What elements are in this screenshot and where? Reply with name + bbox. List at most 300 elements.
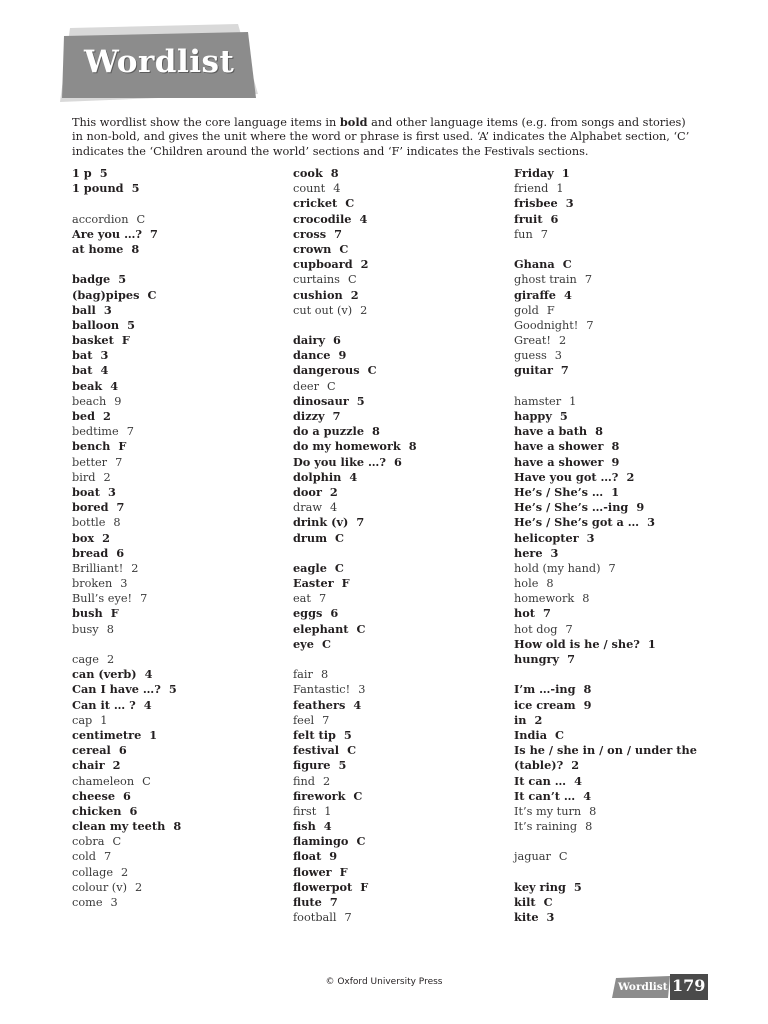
wordlist-entry [293,895,508,910]
entry-word: guitar [514,363,553,378]
intro-bold-word: bold [339,115,368,129]
entry-word: festival [293,743,340,758]
entry-word: drink (v) [293,515,349,530]
entry-word: bird [72,470,96,484]
entry-word: at home [72,241,124,256]
entry-unit: 1 [149,727,158,742]
wordlist-entry [514,743,729,773]
entry-word: have a bath [514,424,588,439]
wordlist-entry [514,698,729,713]
wordlist-entry [72,652,287,667]
entry-gap [514,834,729,849]
entry-unit: 3 [554,349,562,363]
wordlist-entry [514,576,729,591]
wordlist-entry [514,348,729,363]
entry-unit: C [339,241,349,256]
entry-word: cold [72,850,96,864]
entry-word: firework [293,788,346,803]
entry-unit: 2 [135,880,143,894]
entry-unit: 1 [100,713,108,727]
entry-unit: F [546,303,555,317]
entry-word: bed [72,409,95,423]
wordlist-entry [72,849,287,864]
wordlist-entry [514,500,729,515]
entry-word: key ring [514,879,566,894]
entry-unit: 3 [103,302,112,317]
wordlist-entry [72,394,287,409]
entry-unit: 6 [118,743,127,758]
entry-word: dinosaur [293,393,349,408]
wordlist-entry [293,667,508,682]
entry-word: It can’t … [514,788,576,803]
entry-unit: F [118,439,127,454]
entry-word: homework [514,592,575,606]
entry-unit: C [558,850,568,864]
entry-word: ice cream [514,697,576,712]
entry-word: friend [514,182,549,196]
entry-unit: 1 [556,182,564,196]
entry-unit: 7 [356,515,365,530]
entry-unit: 2 [121,865,129,879]
wordlist-entry [514,333,729,348]
entry-unit: 2 [571,758,580,773]
entry-word: first [293,804,317,818]
entry-unit: C [356,621,366,636]
entry-unit: 7 [608,561,616,575]
entry-unit: 2 [558,334,567,348]
entry-word: flower [293,864,332,879]
entry-word: feathers [293,697,346,712]
entry-unit: C [543,895,553,910]
entry-word: dance [293,348,331,363]
wordlist-entry [514,622,729,637]
entry-word: elephant [293,621,349,636]
entry-word: guess [514,349,547,363]
entry-unit: C [136,212,146,226]
wordlist-entry [514,652,729,667]
entry-unit: 1 [569,394,577,408]
entry-word: 1 p [72,166,92,180]
entry-unit: C [562,257,572,272]
entry-word: Brilliant! [72,561,124,575]
entry-unit: 7 [322,713,330,727]
wordlist-entry [293,348,508,363]
entry-word: here [514,545,543,560]
entry-unit: 1 [647,636,656,651]
entry-word: colour (v) [72,880,128,894]
entry-unit: 6 [550,211,559,226]
wordlist-entry [72,348,287,363]
wordlist-entry [293,819,508,834]
entry-unit: 7 [140,592,148,606]
wordlist-entry [293,470,508,485]
entry-unit: 2 [626,469,635,484]
wordlist-entry [72,212,287,227]
entry-word: hole [514,577,539,591]
wordlist-entry [514,227,729,242]
entry-word: Can it … ? [72,697,136,712]
entry-unit: 2 [102,530,111,545]
entry-word: accordion [72,212,129,226]
wordlist-entry [72,834,287,849]
entry-word: India [514,727,548,742]
entry-unit: 9 [636,500,645,515]
entry-word: better [72,455,108,469]
wordlist-entry [72,606,287,621]
entry-unit: 8 [320,668,329,682]
entry-word: feel [293,713,315,727]
wordlist-entry [72,758,287,773]
entry-word: broken [72,577,113,591]
wordlist-entry [293,698,508,713]
wordlist-entry [72,470,287,485]
entry-unit: 9 [338,348,347,363]
entry-unit: 9 [583,697,592,712]
entry-word: bush [72,606,103,621]
entry-word: count [293,182,326,196]
wordlist-entry [293,272,508,287]
wordlist-entry [293,880,508,895]
entry-word: football [293,911,337,925]
entry-word: happy [514,409,552,423]
entry-unit: C [356,834,366,849]
wordlist-entry [293,531,508,546]
entry-gap [293,546,508,561]
entry-word: cap [72,713,93,727]
entry-word: bench [72,439,111,454]
wordlist-column-3 [514,166,729,925]
entry-unit: 7 [103,850,112,864]
wordlist-entry [293,439,508,454]
entry-unit: 1 [561,166,570,180]
entry-unit: 7 [332,409,341,423]
wordlist-entry [293,212,508,227]
wordlist-entry [72,515,287,530]
entry-word: jaguar [514,850,551,864]
entry-word: cut out (v) [293,303,353,317]
wordlist-entry [293,227,508,242]
wordlist-entry [514,303,729,318]
entry-word: cross [293,226,327,241]
entry-unit: 7 [542,606,551,621]
entry-word: ball [72,302,96,317]
wordlist-entry [72,288,287,303]
entry-word: hungry [514,652,560,666]
entry-word: He’s / She’s …-ing [514,500,629,515]
entry-unit: 7 [584,273,592,287]
entry-word: flute [293,895,322,909]
wordlist-entry [514,470,729,485]
entry-unit: 3 [107,484,116,499]
entry-unit: 4 [110,378,119,393]
wordlist-entry [514,895,729,910]
entry-unit: 5 [356,393,365,408]
wordlist-entry [293,485,508,500]
page-title: Wordlist [84,44,235,80]
wordlist-entry [293,424,508,439]
entry-unit: 5 [338,758,347,773]
wordlist-entry [514,288,729,303]
entry-unit: C [142,774,151,788]
entry-unit: 8 [106,622,114,636]
entry-unit: 4 [583,788,592,803]
entry-unit: 4 [349,469,358,484]
entry-unit: C [327,379,336,393]
entry-unit: 2 [106,653,115,666]
entry-unit: F [110,606,119,621]
wordlist-entry [293,865,508,880]
entry-word: crown [293,241,332,256]
entry-word: hold (my hand) [514,561,601,575]
wordlist-entry [514,637,729,652]
entry-unit: 4 [353,697,362,712]
wordlist-entry [72,424,287,439]
entry-word: bat [72,348,93,363]
entry-unit: 7 [329,895,338,909]
wordlist-entry [293,910,508,925]
entry-unit: 7 [318,592,327,606]
wordlist-entry [514,363,729,378]
entry-unit: 7 [344,911,352,925]
entry-unit: 3 [100,348,109,363]
entry-unit: 7 [565,622,573,636]
wordlist-entry [514,561,729,576]
entry-word: cobra [72,835,105,849]
entry-word: cereal [72,743,111,758]
entry-unit: C [347,273,357,287]
wordlist-entry [72,409,287,424]
entry-word: giraffe [514,287,556,302]
page-number: 179 [672,976,706,995]
wordlist-entry [514,212,729,227]
wordlist-entry [72,363,287,378]
entry-unit: 7 [116,500,125,515]
entry-unit: 3 [120,577,128,591]
wordlist-entry [72,743,287,758]
entry-unit: 3 [550,545,559,560]
entry-unit: 7 [567,652,575,666]
entry-unit: 5 [127,317,135,332]
entry-unit: 4 [574,773,582,788]
wordlist-entry [72,865,287,880]
wordlist-entry [72,455,287,470]
wordlist-entry [514,819,729,834]
wordlist-entry [72,576,287,591]
entry-word: badge [72,272,111,287]
wordlist-entry [72,561,287,576]
entry-unit: 3 [647,515,655,530]
wordlist-entry [72,895,287,910]
wordlist-entry [72,698,287,713]
entry-unit: C [321,636,331,651]
entry-word: bat [72,363,93,378]
entry-word: Fantastic! [293,683,351,697]
entry-word: fruit [514,211,543,226]
entry-word: eye [293,636,314,651]
entry-unit: 7 [334,226,342,241]
wordlist-entry [293,789,508,804]
entry-word: frisbee [514,196,558,211]
wordlist-entry [293,576,508,591]
entry-unit: 3 [546,910,555,925]
entry-word: come [72,896,103,909]
wordlist-entry [514,196,729,211]
entry-word: helicopter [514,530,579,545]
entry-word: dolphin [293,469,342,484]
wordlist-entry [72,713,287,728]
wordlist-entry [293,804,508,819]
entry-unit: 1 [324,804,332,818]
entry-word: crocodile [293,211,352,226]
entry-word: I’m …-ing [514,682,576,697]
wordlist-entry [293,455,508,470]
entry-unit: 8 [408,439,417,454]
wordlist-entry [514,318,729,333]
entry-unit: 4 [144,667,153,682]
entry-word: do my homework [293,439,401,454]
wordlist-entry [514,880,729,895]
entry-word: cheese [72,788,116,803]
entry-gap [72,257,287,272]
wordlist-entry [72,804,287,819]
entry-word: cricket [293,196,338,211]
entry-unit: 6 [330,606,339,621]
entry-word: dairy [293,333,326,348]
entry-unit: 8 [611,439,620,454]
entry-unit: 8 [113,516,121,530]
entry-word: Bull’s eye! [72,592,133,606]
entry-unit: 3 [565,196,574,211]
entry-word: busy [72,622,99,636]
entry-gap [514,667,729,682]
wordlist-entry [72,880,287,895]
wordlist-entry [514,591,729,606]
entry-gap [514,865,729,880]
wordlist-entry [72,667,287,682]
entry-gap [72,637,287,652]
wordlist-entry [293,196,508,211]
entry-word: It can … [514,773,567,788]
entry-unit: C [334,560,344,575]
entry-gap [72,196,287,211]
entry-word: flowerpot [293,879,353,894]
entry-unit: 4 [359,211,368,226]
wordlist-entry [72,333,287,348]
entry-word: Have you got …? [514,469,619,484]
entry-unit: C [147,287,157,302]
entry-unit: 8 [330,166,339,180]
wordlist-entry [514,394,729,409]
wordlist-entry [514,181,729,196]
entry-unit: 7 [540,227,548,241]
entry-word: curtains [293,273,340,287]
wordlist-entry [514,728,729,743]
entry-word: cushion [293,287,343,302]
entry-word: hot dog [514,622,558,636]
entry-unit: 2 [131,561,139,575]
wordlist-entry [72,682,287,697]
entry-unit: 7 [586,318,594,332]
entry-word: have a shower [514,454,604,469]
entry-word: beak [72,378,103,393]
entry-unit: 9 [114,394,122,408]
entry-word: fun [514,227,533,241]
entry-word: eagle [293,560,327,575]
entry-unit: 9 [611,454,620,469]
wordlist-entry [293,637,508,652]
wordlist-entry [72,379,287,394]
entry-word: bored [72,500,109,515]
entry-unit: 8 [372,424,380,439]
wordlist-entry [293,500,508,515]
entry-unit: 4 [143,697,152,712]
wordlist-entry [72,242,287,257]
wordlist-entry [514,789,729,804]
entry-unit: 2 [534,712,543,727]
entry-unit: 5 [559,409,568,423]
wordlist-entry [293,834,508,849]
entry-unit: 8 [546,577,554,591]
intro-text-end: and other language items (e.g. from songs and stories) in non-bold, and gives the unit where the word or phrase is first used. ‘A’ indicates the Alphabet section, ‘C’ indicates the ‘Children around the world’ sections and ‘F’ indicates the Festivals sections. [72,116,690,158]
wordlist-entry [72,622,287,637]
wordlist-column-1 [72,166,287,910]
entry-word: bread [72,545,109,560]
wordlist-entry [514,606,729,621]
entry-gap [293,318,508,333]
entry-word: balloon [72,317,120,332]
entry-unit: 7 [560,363,569,378]
entry-unit: F [360,879,369,894]
entry-unit: 7 [126,425,134,439]
wordlist-entry [293,409,508,424]
wordlist-entry [514,409,729,424]
entry-unit: 4 [330,501,338,515]
entry-unit: 5 [168,682,177,697]
wordlist-entry [72,591,287,606]
entry-word: box [72,530,95,545]
entry-word: have a shower [514,439,604,454]
entry-word: door [293,484,322,499]
wordlist-entry [514,485,729,500]
entry-unit: C [345,196,355,211]
wordlist-entry [72,181,287,196]
entry-unit: 3 [358,683,366,697]
wordlist-entry [293,606,508,621]
entry-word: hot [514,606,535,621]
wordlist-entry [293,394,508,409]
wordlist-entry [293,363,508,378]
wordlist-entry [293,257,508,272]
entry-unit: 5 [131,181,140,196]
entry-unit: 4 [323,819,332,834]
entry-word: Great! [514,334,551,348]
entry-word: Do you like …? [293,454,386,469]
wordlist-entry [514,257,729,272]
wordlist-entry [72,303,287,318]
entry-word: It’s raining [514,820,578,834]
entry-unit: C [555,727,565,742]
entry-unit: 2 [323,774,331,788]
wordlist-entry [72,819,287,834]
wordlist-entry [293,743,508,758]
entry-unit: C [347,743,357,758]
wordlist-entry [514,713,729,728]
entry-word: beach [72,394,107,408]
wordlist-entry [293,713,508,728]
entry-word: felt tip [293,727,336,742]
wordlist-entry [72,774,287,789]
entry-word: 1 pound [72,181,124,196]
